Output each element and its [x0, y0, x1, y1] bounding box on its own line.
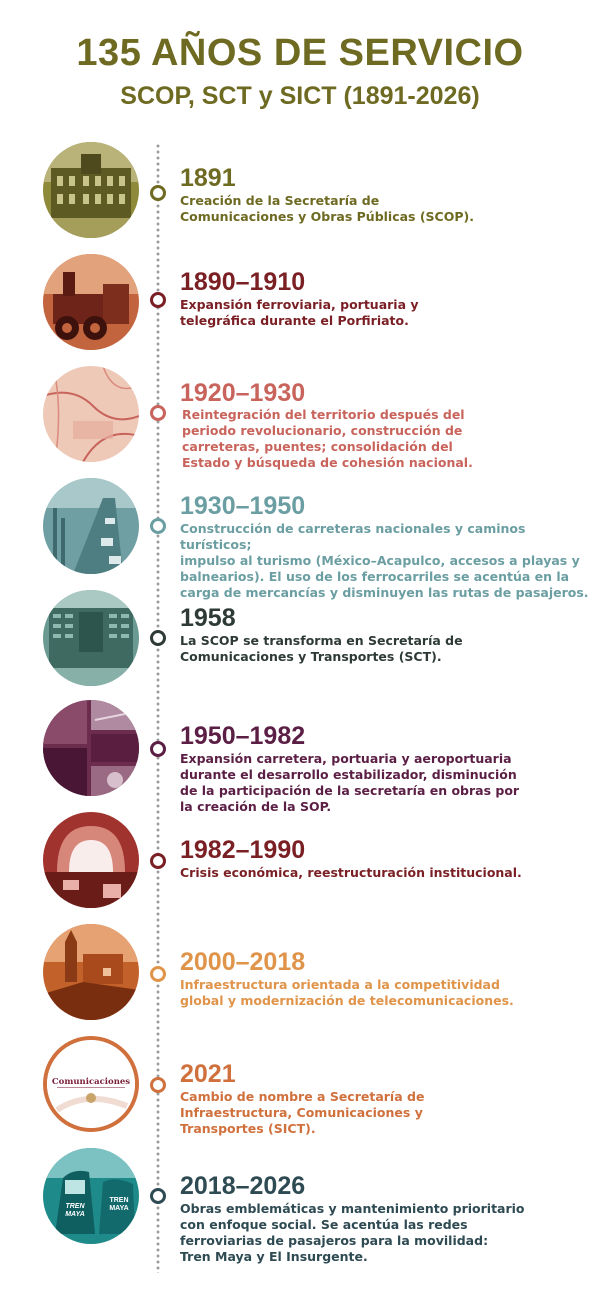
timeline-entry-1958 [0, 588, 600, 688]
entry-year: 1890–1910 [180, 268, 306, 296]
timeline-marker [150, 185, 166, 201]
entry-year: 1891 [180, 164, 236, 192]
entry-year: 1920–1930 [180, 379, 306, 407]
photo-historic-building [43, 142, 139, 238]
photo-city-church [43, 924, 139, 1020]
timeline-marker [150, 853, 166, 869]
seal-icon [86, 1093, 96, 1103]
photo-sct-building [43, 590, 139, 686]
desc-line: telegráfica durante el Porfiriato. [180, 313, 409, 328]
desc-line: Tren Maya y El Insurgente. [180, 1249, 368, 1264]
timeline-marker [150, 630, 166, 646]
train-label: TREN [65, 1203, 85, 1210]
train-label: MAYA [65, 1211, 85, 1218]
timeline-entry-1930-1950 [0, 476, 600, 600]
entry-description [180, 865, 580, 881]
timeline-marker [150, 1077, 166, 1093]
desc-line: Obras emblemáticas y mantenimiento prioritario [180, 1201, 525, 1216]
photo-collage-infrastructure [43, 700, 139, 796]
desc-line: ferroviarias de pasajeros para la movilidad: [180, 1233, 489, 1248]
desc-line: Reintegración del territorio después del [182, 407, 465, 422]
train-label: MAYA [109, 1205, 129, 1212]
entry-year: 1930–1950 [180, 492, 306, 520]
timeline-entry-1920-1930 [0, 365, 600, 470]
entry-year: 1982–1990 [180, 836, 306, 864]
desc-line: la creación de la SOP. [180, 799, 332, 814]
timeline-marker [150, 966, 166, 982]
desc-line: Cambio de nombre a Secretaría de [180, 1089, 425, 1104]
entry-description [180, 977, 580, 1009]
page-title: 135 AÑOS DE SERVICIO [76, 32, 524, 74]
timeline-marker [150, 292, 166, 308]
entry-description [180, 1089, 580, 1137]
photo-steam-locomotive [43, 254, 139, 350]
timeline-marker [150, 405, 166, 421]
train-label: TREN [109, 1197, 129, 1204]
entry-year: 2018–2026 [180, 1172, 306, 1200]
entry-year: 1958 [180, 604, 236, 632]
desc-line: carreteras, puentes; consolidación del [182, 439, 453, 454]
desc-line: Construcción de carreteras nacionales y caminos turísticos; [180, 521, 526, 552]
desc-line: Comunicaciones y Transportes (SCT). [180, 649, 442, 664]
desc-line: Crisis económica, reestructuración institucional. [180, 865, 522, 880]
entry-description [180, 193, 580, 225]
photo-historic-map [43, 366, 139, 462]
entry-year: 2021 [180, 1060, 236, 1088]
desc-line: Expansión carretera, portuaria y aeroportuaria [180, 751, 512, 766]
desc-line: Comunicaciones y Obras Públicas (SCOP). [180, 209, 474, 224]
entry-description [180, 751, 580, 815]
entry-year: 1950–1982 [180, 722, 306, 750]
header [0, 30, 600, 112]
desc-line: con enfoque social. Se acentúa las redes [180, 1217, 468, 1232]
timeline-entry-1982-1990 [0, 812, 600, 912]
desc-line: Infraestructura orientada a la competitividad [180, 977, 500, 992]
entry-year: 2000–2018 [180, 948, 306, 976]
timeline-entry-1890-1910 [0, 252, 600, 352]
timeline-marker [150, 1188, 166, 1204]
timeline-entry-2021 [0, 1036, 600, 1136]
photo-highway-traffic [43, 478, 139, 574]
desc-line: Expansión ferroviaria, portuaria y [180, 297, 419, 312]
desc-line: Estado y búsqueda de cohesión nacional. [182, 455, 473, 470]
timeline-entry-2000-2018 [0, 924, 600, 1024]
photo-comunicaciones-logo [43, 1036, 139, 1132]
desc-line: La SCOP se transforma en Secretaría de [180, 633, 463, 648]
desc-line: periodo revolucionario, construcción de [182, 423, 463, 438]
entry-description [180, 1201, 580, 1265]
timeline-entry-1950-1982 [0, 700, 600, 814]
entry-description [180, 297, 580, 329]
desc-line: carga de mercancías y disminuyen las rutas de pasajeros. [180, 585, 589, 600]
desc-line: de la participación de la secretaría en obras por [180, 783, 520, 798]
timeline-marker [150, 741, 166, 757]
photo-tunnel-road [43, 812, 139, 908]
page-subtitle: SCOP, SCT y SICT (1891-2026) [120, 82, 480, 110]
entry-description [180, 633, 580, 665]
logo-text: Comunicaciones [51, 1077, 131, 1087]
desc-line: Transportes (SICT). [180, 1121, 316, 1136]
timeline-entry-2018-2026 [0, 1148, 600, 1264]
timeline-entry-1891 [0, 140, 600, 240]
desc-line: Infraestructura, Comunicaciones y [180, 1105, 423, 1120]
desc-line: impulso al turismo (México–Acapulco, accesos a playas y [180, 553, 580, 568]
photo-tren-maya [43, 1148, 139, 1244]
desc-line: global y modernización de telecomunicaciones. [180, 993, 514, 1008]
timeline-marker [150, 518, 166, 534]
desc-line: Creación de la Secretaría de [180, 193, 380, 208]
desc-line: balnearios). El uso de los ferrocarriles se acentúa en la [180, 569, 570, 584]
desc-line: durante el desarrollo estabilizador, disminución [180, 767, 517, 782]
entry-description [182, 407, 582, 471]
